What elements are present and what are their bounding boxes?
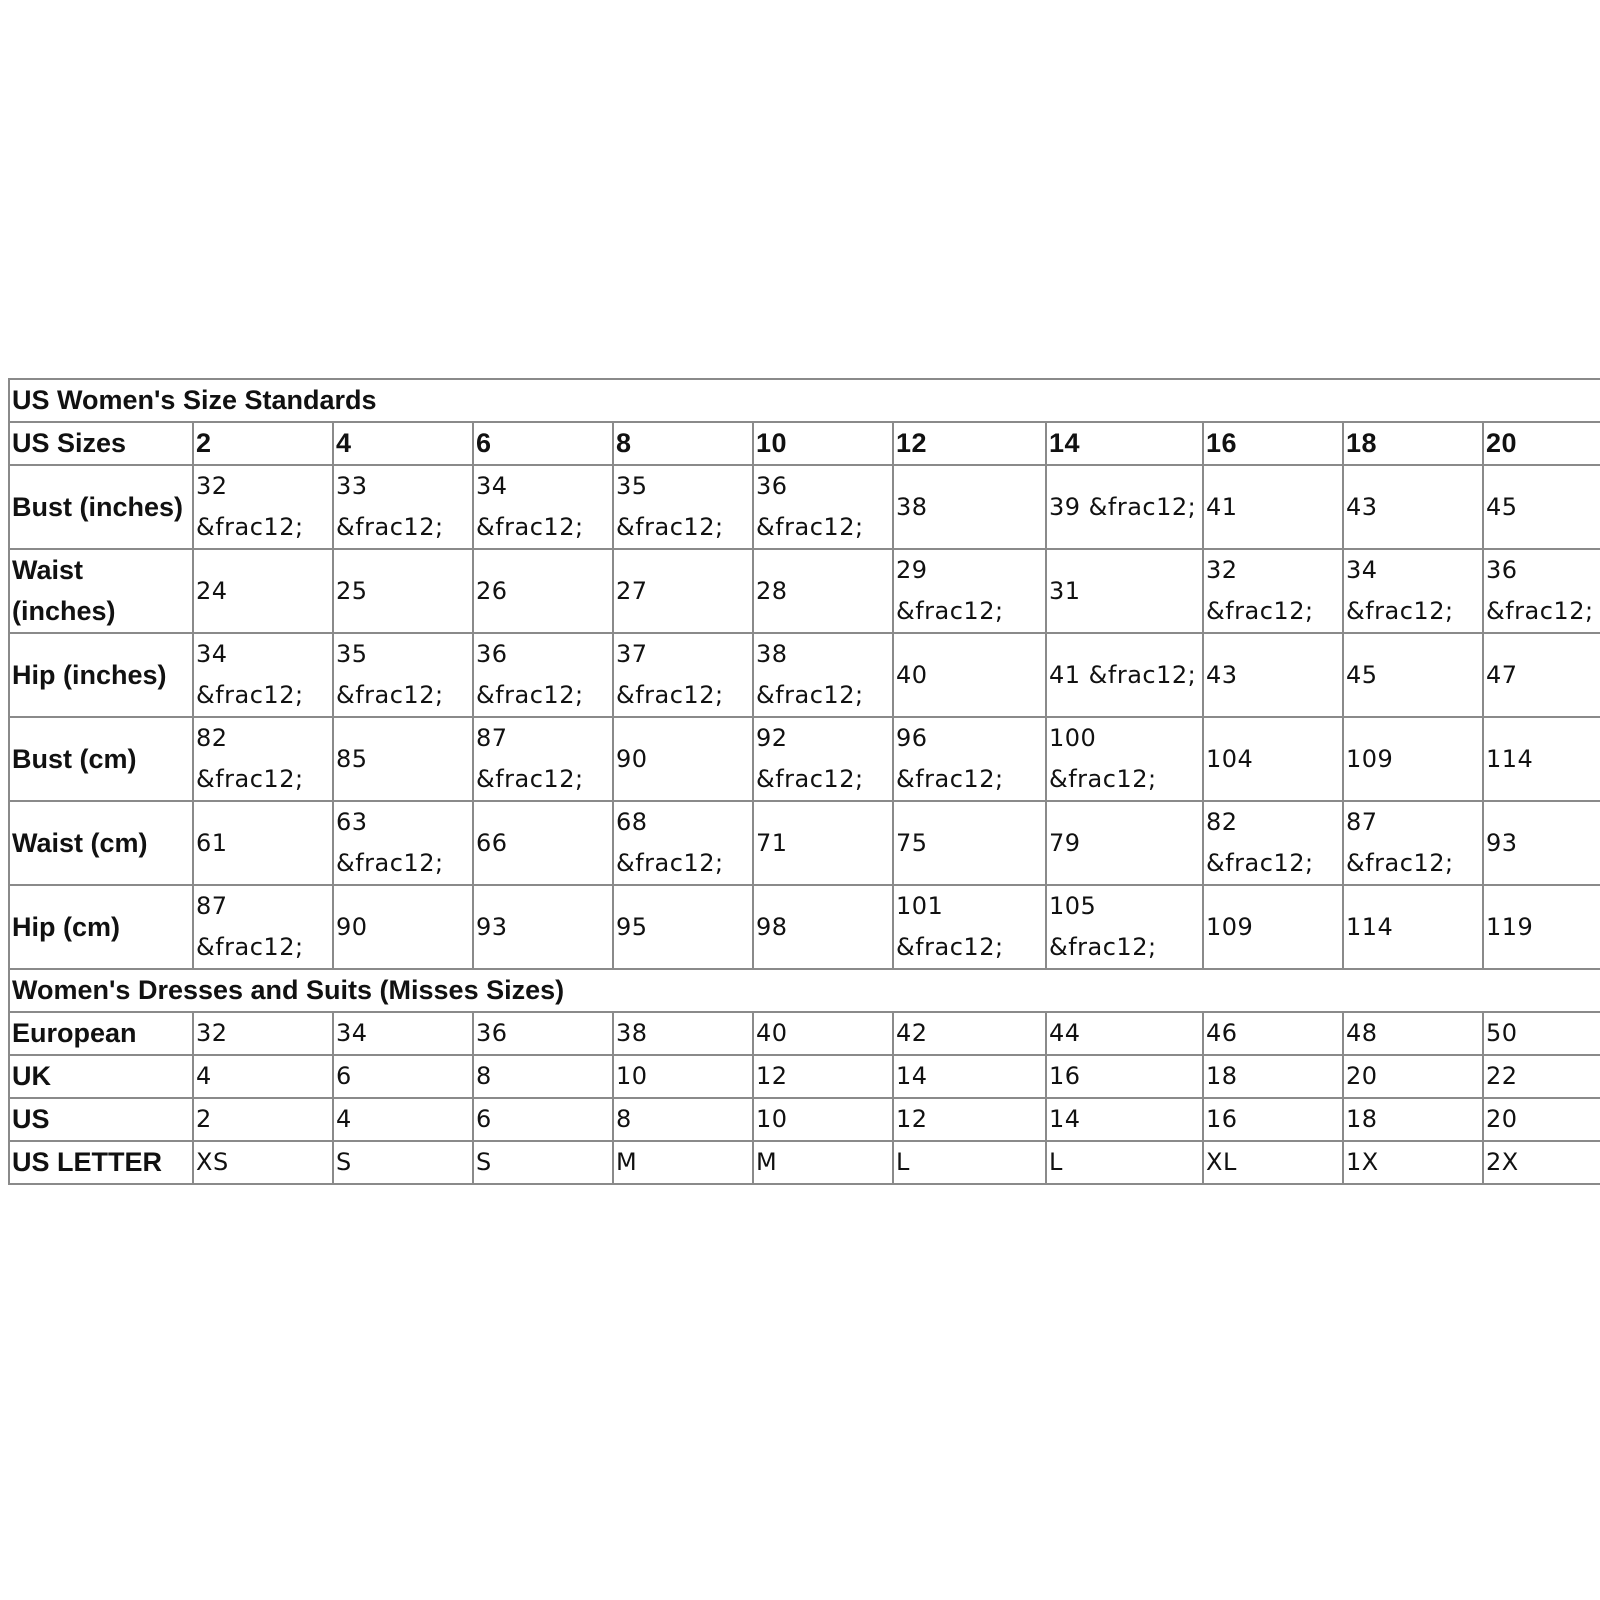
table-cell: 96 &frac12; xyxy=(893,717,1046,801)
table-cell: 38 &frac12; xyxy=(753,633,893,717)
row-label: Hip (inches) xyxy=(9,633,193,717)
size-header-cell: 14 xyxy=(1046,422,1203,465)
table-row xyxy=(9,1141,1600,1184)
table-cell: 32 &frac12; xyxy=(193,465,333,549)
table-cell: 18 xyxy=(1203,1055,1343,1098)
table-cell: 16 xyxy=(1046,1055,1203,1098)
table-cell: 36 &frac12; xyxy=(473,633,613,717)
table-row xyxy=(9,717,1600,801)
table-row xyxy=(9,1012,1600,1055)
table-cell: 34 &frac12; xyxy=(193,633,333,717)
table-cell: 50 xyxy=(1483,1012,1600,1055)
table-cell: 92 &frac12; xyxy=(753,717,893,801)
table-cell: 43 xyxy=(1203,633,1343,717)
table-cell: 2X xyxy=(1483,1141,1600,1184)
table-cell: 85 xyxy=(333,717,473,801)
table-cell: 104 xyxy=(1203,717,1343,801)
table-cell: 90 xyxy=(613,717,753,801)
table-cell: 82 &frac12; xyxy=(1203,801,1343,885)
dresses-title-row xyxy=(9,969,1600,1012)
table-cell: 105 &frac12; xyxy=(1046,885,1203,969)
row-label: Waist (cm) xyxy=(9,801,193,885)
table-cell: 40 xyxy=(893,633,1046,717)
table-cell: 114 xyxy=(1343,885,1483,969)
table-cell: 95 xyxy=(613,885,753,969)
table-cell: 119 xyxy=(1483,885,1600,969)
table-cell: 4 xyxy=(333,1098,473,1141)
table-cell: 16 xyxy=(1203,1098,1343,1141)
table-cell: 63 &frac12; xyxy=(333,801,473,885)
table-cell: XS xyxy=(193,1141,333,1184)
table-row xyxy=(9,801,1600,885)
table-cell: 93 xyxy=(473,885,613,969)
table-cell: 24 xyxy=(193,549,333,633)
table-row xyxy=(9,1098,1600,1141)
row-label: Hip (cm) xyxy=(9,885,193,969)
table-cell: 25 xyxy=(333,549,473,633)
table-cell: 82 &frac12; xyxy=(193,717,333,801)
table-cell: L xyxy=(893,1141,1046,1184)
size-header-cell: 20 xyxy=(1483,422,1600,465)
table-row xyxy=(9,549,1600,633)
row-label: UK xyxy=(9,1055,193,1098)
dresses-title: Women's Dresses and Suits (Misses Sizes) xyxy=(9,969,1600,1012)
table-cell: 31 xyxy=(1046,549,1203,633)
table-cell: 28 xyxy=(753,549,893,633)
table-cell: 90 xyxy=(333,885,473,969)
table-cell: 4 xyxy=(193,1055,333,1098)
standards-title: US Women's Size Standards xyxy=(9,379,1600,422)
table-cell: 34 xyxy=(333,1012,473,1055)
table-cell: 98 xyxy=(753,885,893,969)
table-row xyxy=(9,633,1600,717)
table-cell: 68 &frac12; xyxy=(613,801,753,885)
size-header-cell: 4 xyxy=(333,422,473,465)
size-header-cell: 12 xyxy=(893,422,1046,465)
table-cell: 109 xyxy=(1343,717,1483,801)
row-label: European xyxy=(9,1012,193,1055)
table-row xyxy=(9,1055,1600,1098)
table-cell: 36 &frac12; xyxy=(1483,549,1600,633)
us-sizes-row xyxy=(9,422,1600,465)
table-cell: 33 &frac12; xyxy=(333,465,473,549)
table-cell: 34 &frac12; xyxy=(1343,549,1483,633)
table-cell: 44 xyxy=(1046,1012,1203,1055)
table-cell: 100 &frac12; xyxy=(1046,717,1203,801)
table-row xyxy=(9,465,1600,549)
table-cell: 6 xyxy=(473,1098,613,1141)
row-label: US Sizes xyxy=(9,422,193,465)
row-label: US LETTER xyxy=(9,1141,193,1184)
table-cell: 37 &frac12; xyxy=(613,633,753,717)
table-cell: 47 xyxy=(1483,633,1600,717)
table-cell: 27 xyxy=(613,549,753,633)
table-cell: 39 &frac12; xyxy=(1046,465,1203,549)
table-cell: 20 xyxy=(1343,1055,1483,1098)
row-label: Waist (inches) xyxy=(9,549,193,633)
table-cell: 36 xyxy=(473,1012,613,1055)
table-cell: 35 &frac12; xyxy=(613,465,753,549)
table-cell: 71 xyxy=(753,801,893,885)
table-cell: 87 &frac12; xyxy=(193,885,333,969)
row-label: US xyxy=(9,1098,193,1141)
table-cell: 38 xyxy=(893,465,1046,549)
table-cell: 87 &frac12; xyxy=(473,717,613,801)
table-cell: M xyxy=(753,1141,893,1184)
table-cell: S xyxy=(333,1141,473,1184)
table-cell: 41 xyxy=(1203,465,1343,549)
table-cell: 46 xyxy=(1203,1012,1343,1055)
table-cell: 14 xyxy=(893,1055,1046,1098)
table-cell: 36 &frac12; xyxy=(753,465,893,549)
table-cell: 43 xyxy=(1343,465,1483,549)
table-cell: L xyxy=(1046,1141,1203,1184)
row-label: Bust (inches) xyxy=(9,465,193,549)
table-cell: 38 xyxy=(613,1012,753,1055)
size-header-cell: 6 xyxy=(473,422,613,465)
size-header-cell: 2 xyxy=(193,422,333,465)
table-cell: 18 xyxy=(1343,1098,1483,1141)
table-cell: 34 &frac12; xyxy=(473,465,613,549)
table-cell: 40 xyxy=(753,1012,893,1055)
table-cell: 75 xyxy=(893,801,1046,885)
table-cell: 12 xyxy=(753,1055,893,1098)
table-cell: 109 xyxy=(1203,885,1343,969)
table-cell: 8 xyxy=(473,1055,613,1098)
table-cell: 14 xyxy=(1046,1098,1203,1141)
table-cell: 22 xyxy=(1483,1055,1600,1098)
size-header-cell: 10 xyxy=(753,422,893,465)
table-cell: 61 xyxy=(193,801,333,885)
table-cell: 45 xyxy=(1483,465,1600,549)
size-header-cell: 18 xyxy=(1343,422,1483,465)
standards-title-row xyxy=(9,379,1600,422)
table-cell: 79 xyxy=(1046,801,1203,885)
table-cell: 10 xyxy=(613,1055,753,1098)
table-cell: 32 &frac12; xyxy=(1203,549,1343,633)
table-cell: 48 xyxy=(1343,1012,1483,1055)
table-cell: 26 xyxy=(473,549,613,633)
table-cell: 2 xyxy=(193,1098,333,1141)
table-row xyxy=(9,885,1600,969)
size-header-cell: 8 xyxy=(613,422,753,465)
row-label: Bust (cm) xyxy=(9,717,193,801)
table-cell: 41 &frac12; xyxy=(1046,633,1203,717)
table-cell: 35 &frac12; xyxy=(333,633,473,717)
table-cell: 1X xyxy=(1343,1141,1483,1184)
size-chart-table xyxy=(8,378,1600,1185)
table-cell: 42 xyxy=(893,1012,1046,1055)
table-cell: XL xyxy=(1203,1141,1343,1184)
table-cell: 32 xyxy=(193,1012,333,1055)
table-cell: 10 xyxy=(753,1098,893,1141)
table-cell: 20 xyxy=(1483,1098,1600,1141)
table-cell: 45 xyxy=(1343,633,1483,717)
table-cell: 12 xyxy=(893,1098,1046,1141)
size-header-cell: 16 xyxy=(1203,422,1343,465)
table-cell: 101 &frac12; xyxy=(893,885,1046,969)
table-cell: 29 &frac12; xyxy=(893,549,1046,633)
table-cell: 6 xyxy=(333,1055,473,1098)
table-cell: 93 xyxy=(1483,801,1600,885)
table-cell: 114 xyxy=(1483,717,1600,801)
table-cell: 66 xyxy=(473,801,613,885)
table-cell: 87 &frac12; xyxy=(1343,801,1483,885)
table-cell: M xyxy=(613,1141,753,1184)
table-cell: 8 xyxy=(613,1098,753,1141)
table-cell: S xyxy=(473,1141,613,1184)
